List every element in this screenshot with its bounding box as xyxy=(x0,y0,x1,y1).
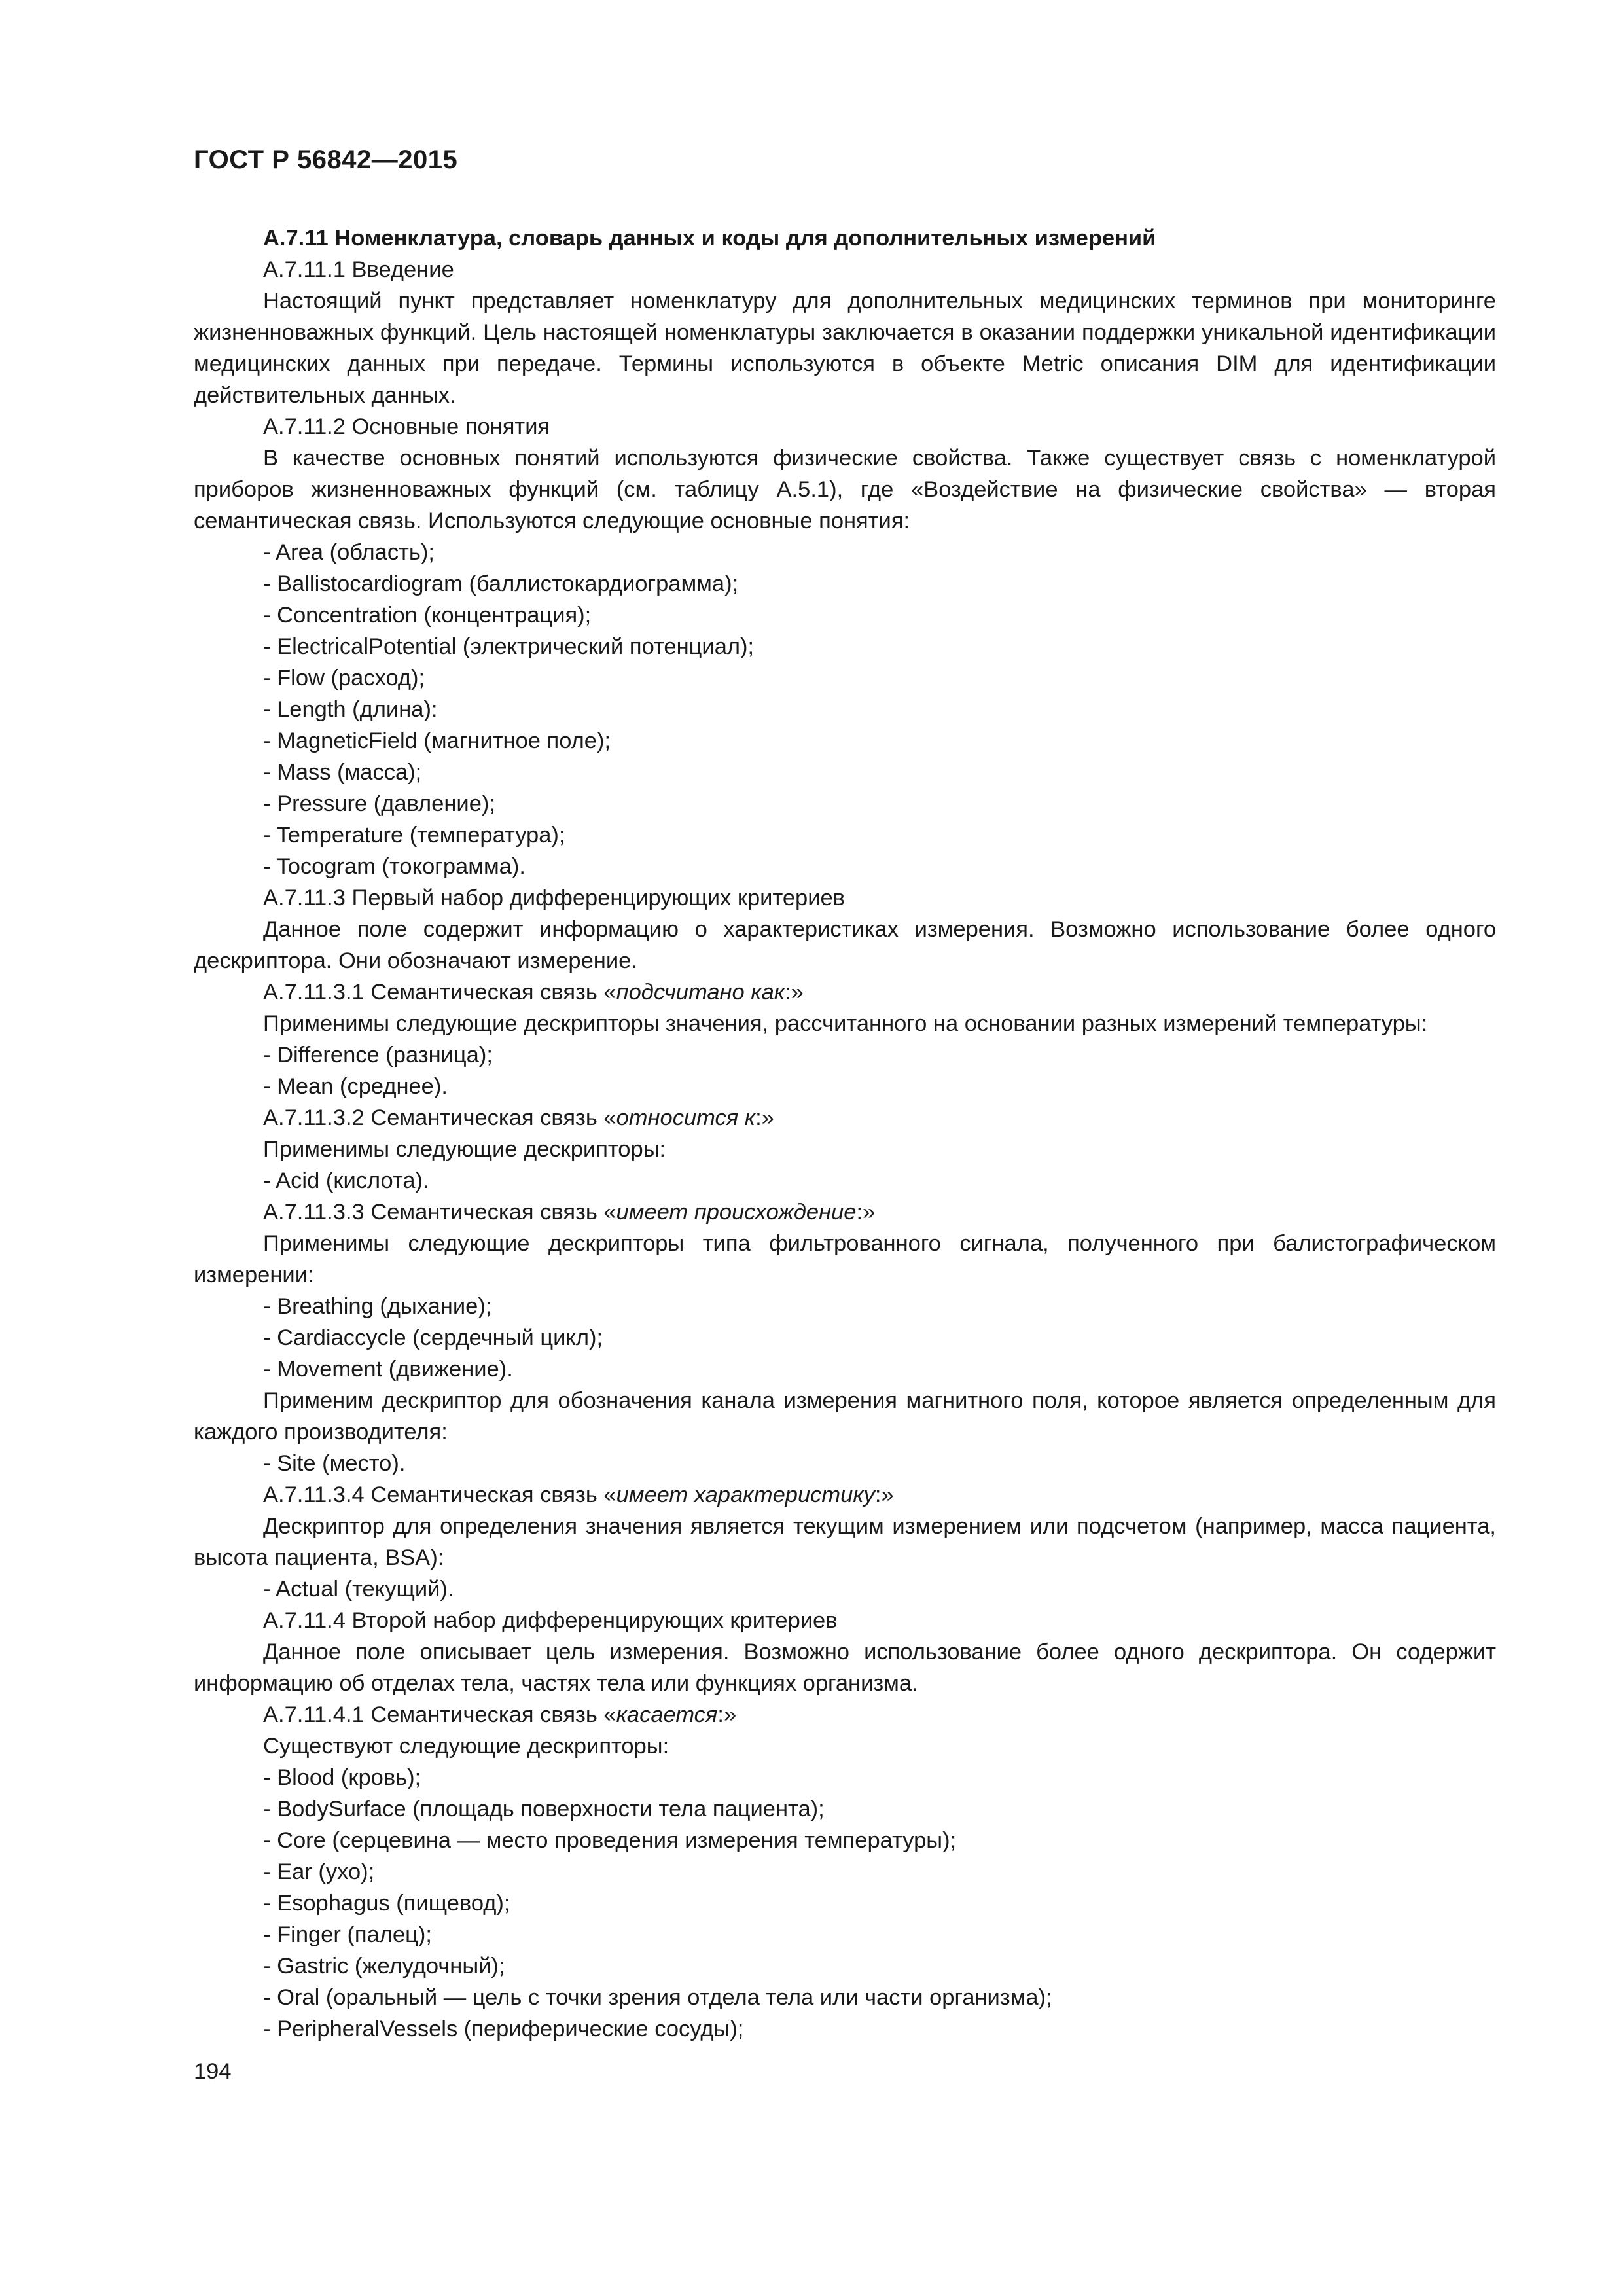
title-prefix: А.7.11.3.3 Семантическая связь « xyxy=(263,1200,616,1225)
title-prefix: А.7.11.3.1 Семантическая связь « xyxy=(263,980,616,1005)
title-suffix: :» xyxy=(717,1702,737,1727)
intro-title: А.7.11.1 Введение xyxy=(263,257,454,282)
subsection-paragraph: Применимы следующие дескрипторы значения, рассчитанного на основании разных измерений температуры: xyxy=(263,1011,1428,1036)
second-set-title: А.7.11.4 Второй набор дифференцирующих критериев xyxy=(263,1608,838,1633)
title-suffix: :» xyxy=(785,980,804,1005)
list-item: - MagneticField (магнитное поле); xyxy=(263,728,611,753)
semantic-term: имеет происхождение xyxy=(616,1200,857,1225)
first-set-paragraph: Данное поле содержит информацию о характеристиках измерения. Возможно использование более одного дескриптора. Они обозначают измерение. xyxy=(194,917,1496,973)
title-prefix: А.7.11.3.4 Семантическая связь « xyxy=(263,1482,616,1507)
subsection-paragraph: Применимы следующие дескрипторы: xyxy=(263,1137,666,1162)
first-set-title: А.7.11.3 Первый набор дифференцирующих критериев xyxy=(263,886,846,910)
list-item: - Pressure (давление); xyxy=(263,791,495,816)
list-item: - Breathing (дыхание); xyxy=(263,1294,492,1319)
title-suffix: :» xyxy=(755,1105,774,1130)
subsection-paragraph: Применим дескриптор для обозначения канала измерения магнитного поля, которое является определенным для каждого производителя: xyxy=(194,1388,1496,1444)
list-item: - Difference (разница); xyxy=(263,1043,493,1067)
list-item: - Actual (текущий). xyxy=(263,1577,454,1602)
list-item: - ElectricalPotential (электрический потенциал); xyxy=(263,634,755,659)
list-item: - Acid (кислота). xyxy=(263,1168,429,1193)
list-item: - Mass (масса); xyxy=(263,760,422,785)
list-item: - Cardiaccycle (сердечный цикл); xyxy=(263,1325,603,1350)
list-item: - Esophagus (пищевод); xyxy=(263,1891,510,1916)
list-item: - Movement (движение). xyxy=(263,1357,513,1382)
title-prefix: А.7.11.4.1 Семантическая связь « xyxy=(263,1702,616,1727)
list-item: - Concentration (концентрация); xyxy=(263,603,592,628)
list-item: - Core (серцевина — место проведения измерения температуры); xyxy=(263,1828,957,1853)
list-item: - Area (область); xyxy=(263,540,435,565)
semantic-term: касается xyxy=(616,1702,718,1727)
list-item: - Blood (кровь); xyxy=(263,1765,421,1790)
list-item: - Oral (оральный — цель с точки зрения отдела тела или части организма); xyxy=(263,1985,1052,2010)
title-prefix: А.7.11.3.2 Семантическая связь « xyxy=(263,1105,616,1130)
list-item: - Site (место). xyxy=(263,1451,406,1476)
page-number: 194 xyxy=(194,2059,232,2084)
list-item: - Finger (палец); xyxy=(263,1922,432,1947)
concepts-paragraph: В качестве основных понятий используются физические свойства. Также существует связь с номенклатурой приборов жизненноважных функций (см. таблицу А.5.1), где «Воздействие на физические свойства» — вторая семантическая связь. Используются следующие основные понятия: xyxy=(194,446,1496,533)
subsection-title xyxy=(194,1479,1496,1511)
title-suffix: :» xyxy=(874,1482,894,1507)
list-item: - Ballistocardiogram (баллистокардиограмма); xyxy=(263,571,739,596)
list-item: - Gastric (желудочный); xyxy=(263,1954,505,1979)
document-code-header: ГОСТ Р 56842—2015 xyxy=(194,145,458,174)
intro-paragraph: Настоящий пункт представляет номенклатуру для дополнительных медицинских терминов при мониторинге жизненноважных функций. Цель настоящей номенклатуры заключается в оказании поддержки уникальной идентификации медицинских данных при передаче. Термины используются в объекте Metric описания DIM для идентификации действительных данных. xyxy=(194,289,1496,408)
concepts-title: А.7.11.2 Основные понятия xyxy=(263,414,550,439)
semantic-term: имеет характеристику xyxy=(616,1482,875,1507)
subsection-paragraph: Дескриптор для определения значения является текущим измерением или подсчетом (например, масса пациента, высота пациента, BSA): xyxy=(194,1514,1496,1570)
list-item: - BodySurface (площадь поверхности тела пациента); xyxy=(263,1797,825,1821)
list-item: - Tocogram (токограмма). xyxy=(263,854,526,879)
subsection-paragraph: Применимы следующие дескрипторы типа фильтрованного сигнала, полученного при балистографическом измерении: xyxy=(194,1231,1496,1287)
second-set-paragraph: Данное поле описывает цель измерения. Возможно использование более одного дескриптора. Он содержит информацию об отделах тела, частях тела или функциях организма. xyxy=(194,1640,1496,1696)
list-item: - Length (длина): xyxy=(263,697,438,722)
title-suffix: :» xyxy=(856,1200,876,1225)
list-item: - Flow (расход); xyxy=(263,666,425,691)
document-body xyxy=(194,223,1496,2045)
subsection-title xyxy=(194,977,1496,1008)
list-item: - PeripheralVessels (периферические сосуды); xyxy=(263,2017,744,2041)
section-heading: А.7.11 Номенклатура, словарь данных и коды для дополнительных измерений xyxy=(263,226,1156,251)
semantic-term: относится к xyxy=(616,1105,756,1130)
semantic-term: подсчитано как xyxy=(616,980,785,1005)
list-item: - Mean (среднее). xyxy=(263,1074,448,1099)
subsection-title xyxy=(194,1699,1496,1731)
subsection-paragraph: Существуют следующие дескрипторы: xyxy=(263,1734,669,1759)
list-item: - Ear (ухо); xyxy=(263,1859,375,1884)
subsection-title xyxy=(194,1196,1496,1228)
subsection-title xyxy=(194,1102,1496,1134)
list-item: - Temperature (температура); xyxy=(263,823,565,848)
